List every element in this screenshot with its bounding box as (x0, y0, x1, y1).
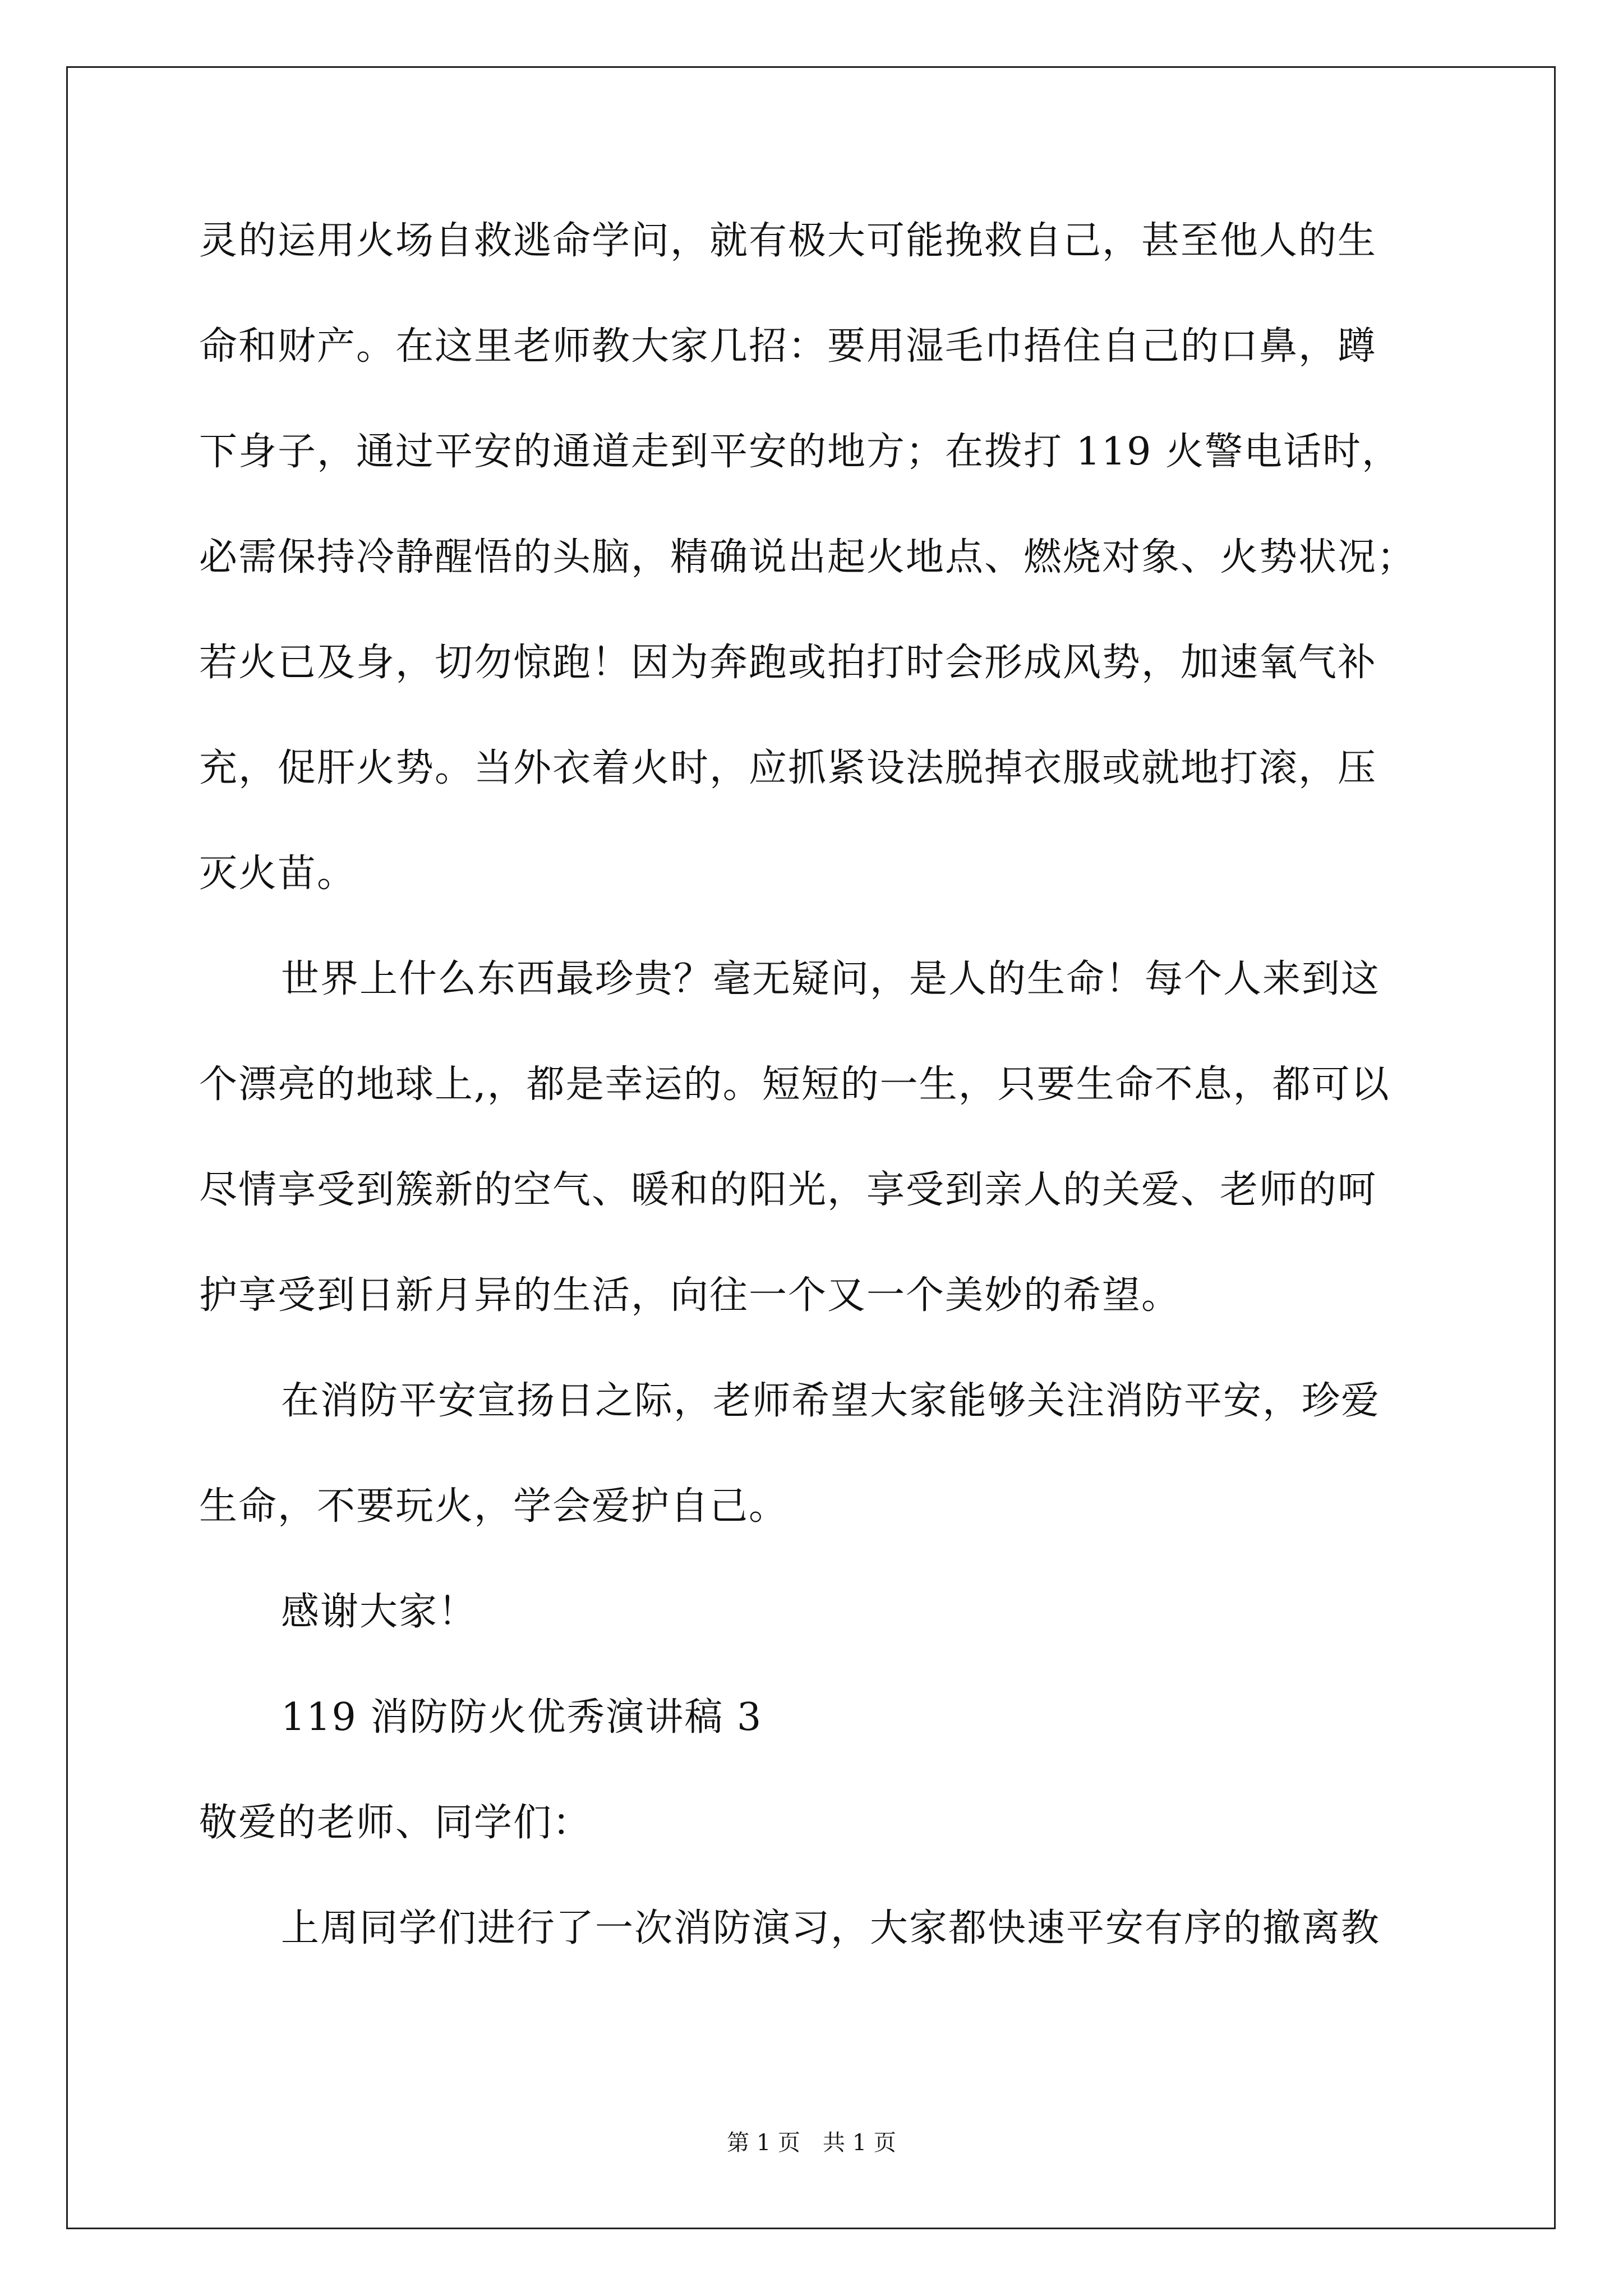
salutation: 敬爱的老师、同学们： (199, 1801, 592, 1845)
paragraph-start-line: 上周同学们进行了一次消防演习，大家都快速平安有序的撤离教 (281, 1906, 1381, 1950)
text-line: 灭火苗。 (199, 852, 357, 896)
text-line: 灵的运用火场自救逃命学问，就有极大可能挽救自己，甚至他人的生 (199, 219, 1377, 263)
page-border (66, 66, 1556, 2229)
text-line: 生命，不要玩火，学会爱护自己。 (199, 1484, 789, 1529)
closing-line: 感谢大家！ (281, 1590, 478, 1634)
text-line: 尽情享受到簇新的空气、暖和的阳光，享受到亲人的关爱、老师的呵 (199, 1168, 1377, 1212)
paragraph-start-line: 世界上什么东西最珍贵？毫无疑问，是人的生命！每个人来到这 (281, 957, 1381, 1001)
text-line: 下身子，通过平安的通道走到平安的地方；在拨打 119 火警电话时， (199, 430, 1401, 474)
text-line: 若火已及身，切勿惊跑！因为奔跑或拍打时会形成风势，加速氧气补 (199, 641, 1377, 685)
page-footer: 第 1 页 共 1 页 (727, 2130, 896, 2156)
text-line: 必需保持冷静醒悟的头脑，精确说出起火地点、燃烧对象、火势状况； (199, 535, 1417, 579)
text-line: 个漂亮的地球上,，都是幸运的。短短的一生，只要生命不息，都可以 (199, 1062, 1390, 1107)
paragraph-start-line: 在消防平安宣扬日之际，老师希望大家能够关注消防平安，珍爱 (281, 1379, 1381, 1423)
section-heading: 119 消防防火优秀演讲稿 3 (281, 1695, 763, 1740)
text-line: 命和财产。在这里老师教大家几招：要用湿毛巾捂住自己的口鼻，蹲 (199, 324, 1377, 369)
text-line: 充，促肝火势。当外衣着火时，应抓紧设法脱掉衣服或就地打滚，压 (199, 746, 1377, 790)
text-line: 护享受到日新月异的生活，向往一个又一个美妙的希望。 (199, 1273, 1181, 1318)
